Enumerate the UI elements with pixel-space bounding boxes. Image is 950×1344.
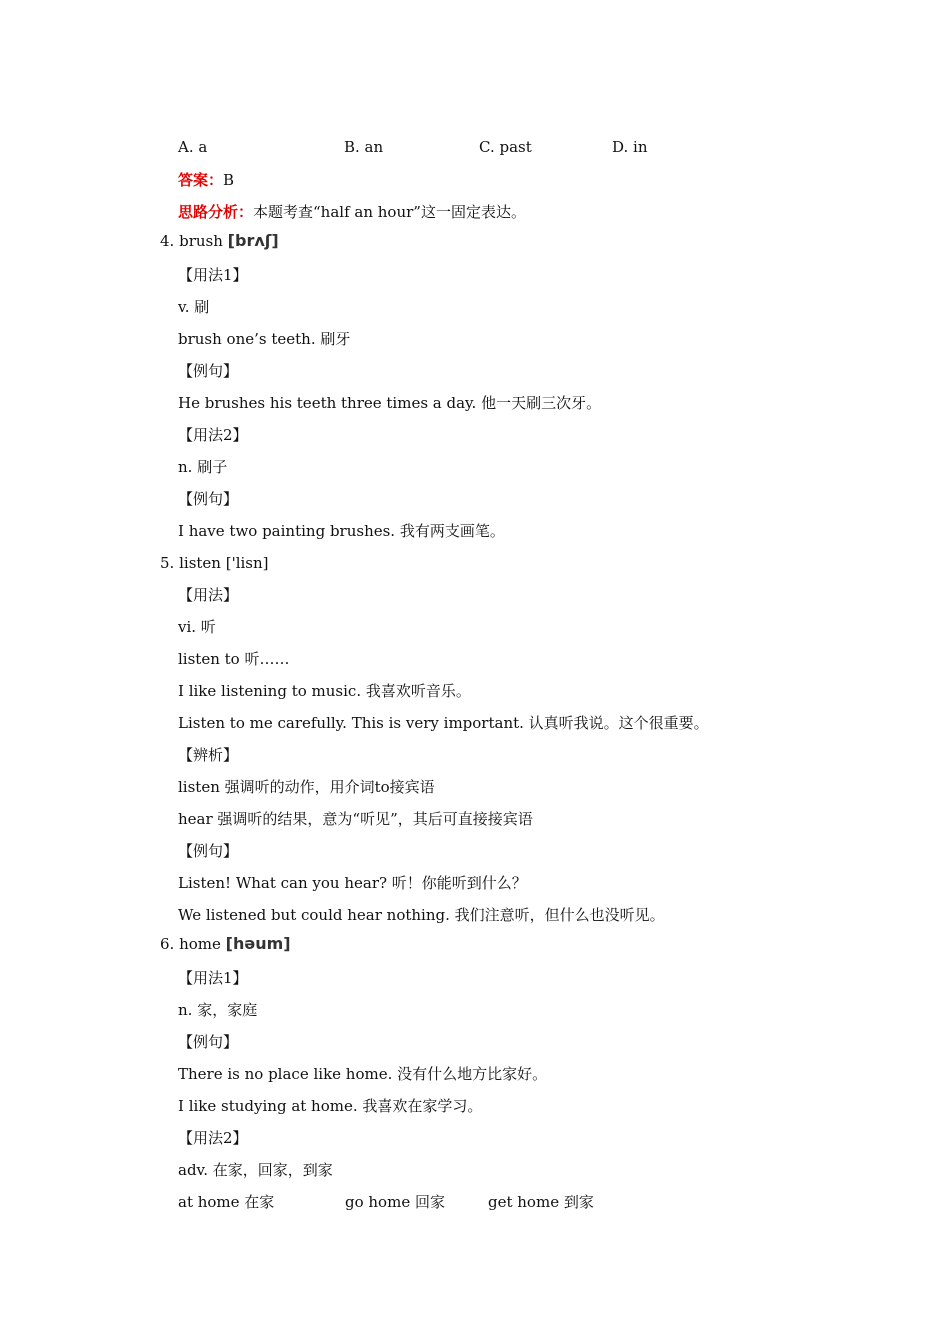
entry4-heading (160, 231, 279, 251)
entry5-compare-listen: listen 强调听的动作，用介词to接宾语 (178, 778, 435, 796)
entry4-word: brush (179, 232, 223, 250)
entry6-example1b: I like studying at home. 我喜欢在家学习。 (178, 1097, 483, 1115)
entry4-usage2-label: 【用法2】 (178, 426, 248, 444)
answer-line (178, 170, 234, 190)
entry4-number: 4. (160, 232, 175, 250)
entry6-phrase-c: get home 到家 (488, 1193, 594, 1211)
entry6-example1-label: 【例句】 (178, 1033, 239, 1051)
entry6-example1a: There is no place like home. 没有什么地方比家好。 (178, 1065, 548, 1083)
entry6-word: home (179, 935, 221, 953)
entry6-usage1-pos: n. 家，家庭 (178, 1001, 258, 1019)
entry5-compare-label: 【辨析】 (178, 746, 239, 764)
entry5-example-c: Listen! What can you hear? 听！你能听到什么？ (178, 874, 527, 892)
entry4-phonetic: [brʌʃ] (227, 231, 279, 250)
entry5-usage-pos: vi. 听 (178, 618, 216, 636)
entry5-example-a: I like listening to music. 我喜欢听音乐。 (178, 682, 471, 700)
analysis-text: 本题考查“half an hour”这一固定表达。 (253, 203, 526, 221)
entry5-compare-hear: hear 强调听的结果，意为“听见”，其后可直接接宾语 (178, 810, 533, 828)
entry6-phrase-a: at home 在家 (178, 1193, 275, 1211)
entry6-usage2-pos: adv. 在家，回家，到家 (178, 1161, 333, 1179)
entry4-usage1-pos: v. 刷 (178, 298, 210, 316)
entry6-number: 6. (160, 935, 175, 953)
entry4-example2: I have two painting brushes. 我有两支画笔。 (178, 522, 505, 540)
entry6-usage2-label: 【用法2】 (178, 1129, 248, 1147)
entry6-usage1-label: 【用法1】 (178, 969, 248, 987)
entry4-usage1-phrase: brush one’s teeth. 刷牙 (178, 330, 351, 348)
entry6-phrase-b: go home 回家 (345, 1193, 445, 1211)
option-c: C. past (479, 138, 532, 156)
entry5-example-b: Listen to me carefully. This is very important. 认真听我说。这个很重要。 (178, 714, 709, 732)
entry5-number: 5. (160, 554, 175, 572)
analysis-label: 思路分析： (178, 203, 254, 221)
entry4-example2-label: 【例句】 (178, 490, 239, 508)
entry4-usage1-label: 【用法1】 (178, 266, 248, 284)
entry5-example-label: 【例句】 (178, 842, 239, 860)
answer-value: B (223, 171, 235, 189)
entry5-word: listen ['lisn] (179, 554, 269, 572)
entry5-usage-label: 【用法】 (178, 586, 239, 604)
entry4-example1-label: 【例句】 (178, 362, 239, 380)
entry4-example1: He brushes his teeth three times a day. 他一天刷三次牙。 (178, 394, 602, 412)
option-a: A. a (178, 138, 208, 156)
entry5-usage-phrase: listen to 听…… (178, 650, 290, 668)
answer-label: 答案： (178, 171, 224, 189)
option-b: B. an (344, 138, 384, 156)
option-d: D. in (612, 138, 648, 156)
entry6-phonetic: [həum] (225, 934, 291, 953)
entry5-example-d: We listened but could hear nothing. 我们注意听，但什么也没听见。 (178, 906, 665, 924)
entry4-usage2-pos: n. 刷子 (178, 458, 228, 476)
entry5-heading (160, 553, 269, 573)
entry6-heading (160, 934, 291, 954)
analysis-line (178, 202, 526, 222)
